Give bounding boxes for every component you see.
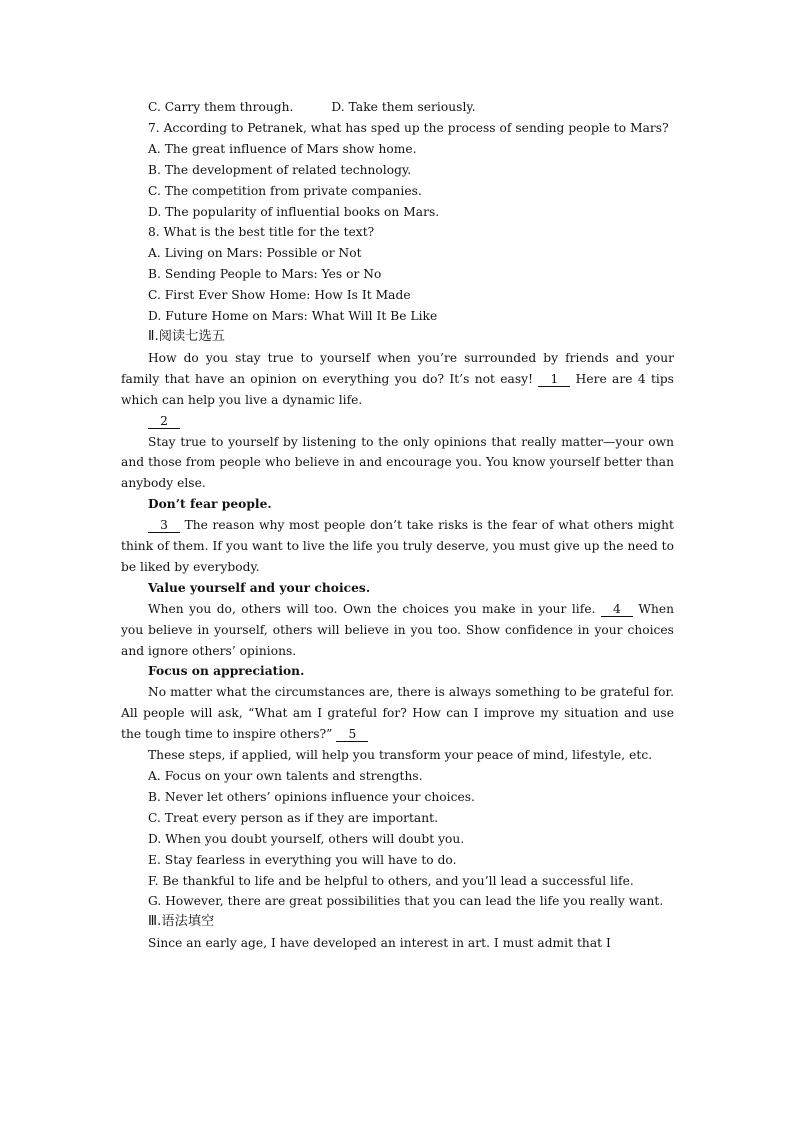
q7-stem: 7. According to Petranek, what has sped up the process of sending people to Mars? — [148, 120, 669, 135]
blank-3: 3 — [148, 518, 180, 533]
q8-option-a: A. Living on Mars: Possible or Not — [148, 246, 362, 261]
q7-option-d: D. The popularity of influential books on Mars. — [148, 204, 440, 219]
blank-5: 5 — [336, 727, 368, 742]
section-2-paragraph-3 — [121, 515, 674, 578]
blank-4: 4 — [601, 602, 633, 617]
tip-heading-fear: Don’t fear people. — [148, 497, 272, 512]
option-c: C. Treat every person as if they are important. — [148, 810, 439, 825]
q8-option-b: B. Sending People to Mars: Yes or No — [148, 267, 382, 282]
paragraph-5-text: No matter what the circumstances are, there is always something to be grateful for. All people will ask, “What am I grateful for? How can I improve my situation and use the tough time to inspire others?” — [121, 685, 674, 742]
document-page — [121, 97, 674, 954]
option-g: G. However, there are great possibilities that you can lead the life you really want. — [148, 894, 664, 909]
blank-1: 1 — [538, 372, 570, 387]
section-3-heading: Ⅲ.语法填空 — [148, 914, 215, 930]
q7-option-b: B. The development of related technology. — [148, 162, 412, 177]
q6-option-c: C. Carry them through. — [148, 100, 294, 114]
paragraph-4-text-after: When you believe in yourself, others will believe in you too. Show confidence in your choices and ignore others’ opinions. — [121, 601, 675, 658]
option-e: E. Stay fearless in everything you will have to do. — [148, 852, 457, 867]
q8-option-d: D. Future Home on Mars: What Will It Be Like — [148, 309, 438, 324]
section-3-paragraph-1: Since an early age, I have developed an interest in art. I must admit that I — [148, 936, 611, 951]
section-2-paragraph-4 — [121, 599, 674, 662]
section-2-paragraph-2: Stay true to yourself by listening to the only opinions that really matter—your own and those from people who believe in and encourage you. You know yourself better than anybody else. — [121, 434, 674, 491]
paragraph-4-text: When you do, others will too. Own the choices you make in your life. — [148, 601, 601, 616]
tip-heading-appreciation: Focus on appreciation. — [148, 664, 305, 679]
section-2-paragraph-5 — [121, 682, 674, 745]
section-2-heading: Ⅱ.阅读七选五 — [148, 328, 225, 344]
section-2-paragraph-6: These steps, if applied, will help you transform your peace of mind, lifestyle, etc. — [148, 748, 653, 763]
q7-option-c: C. The competition from private companies. — [148, 183, 422, 198]
tip-heading-value: Value yourself and your choices. — [148, 580, 371, 595]
option-f: F. Be thankful to life and be helpful to others, and you’ll lead a successful life. — [148, 873, 634, 888]
option-d: D. When you doubt yourself, others will doubt you. — [148, 831, 465, 846]
option-a: A. Focus on your own talents and strengths. — [148, 769, 423, 783]
q6-options-cd — [121, 97, 674, 118]
blank-2-line — [121, 411, 674, 432]
intro-text: How do you stay true to yourself when you’re surrounded by friends and your family that have an opinion on everything you do? It’s not easy! — [121, 350, 674, 386]
paragraph-3-text: The reason why most people don’t take risks is the fear of what others might think of them. If you want to live the life you truly deserve, you must give up the need to be liked by everybody. — [121, 518, 674, 574]
blank-2: 2 — [148, 414, 180, 429]
section-2-intro — [121, 348, 674, 411]
q8-option-c: C. First Ever Show Home: How Is It Made — [148, 288, 411, 303]
q8-stem: 8. What is the best title for the text? — [148, 225, 375, 240]
q6-option-d: D. Take them seriously. — [331, 100, 476, 114]
q7-option-a: A. The great influence of Mars show home. — [148, 141, 417, 156]
intro-text-after: Here are 4 tips which can help you live a dynamic life. — [121, 371, 674, 407]
option-b: B. Never let others’ opinions influence your choices. — [148, 789, 475, 804]
